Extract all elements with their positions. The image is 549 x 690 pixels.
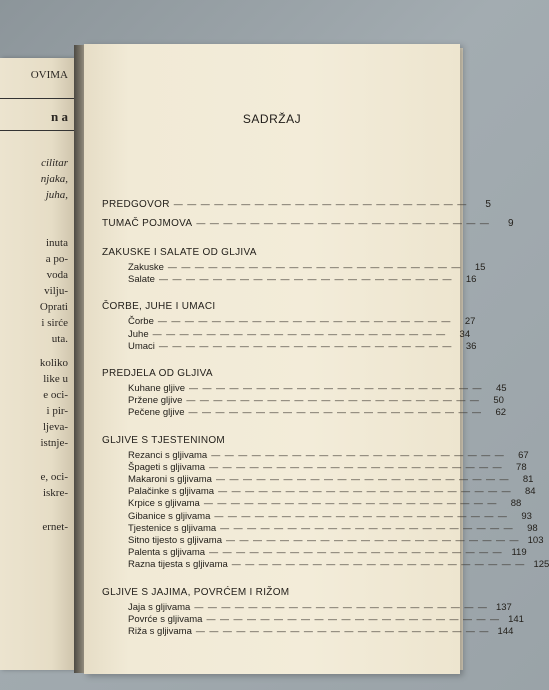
toc-page-number: 15: [474, 262, 486, 273]
toc-page-number: 88: [510, 498, 522, 510]
toc-entry-title: Razna tijesta s gljivama: [128, 559, 228, 571]
toc-page-number: 98: [527, 522, 538, 534]
left-page-text-fragment: vilju-: [44, 285, 68, 297]
toc-entry: [128, 340, 477, 352]
toc-dot-leader: — — — — — — — — — — — — — — — — — — — — — —: [152, 328, 447, 339]
toc-page: [84, 44, 549, 674]
toc-entry: [128, 559, 549, 571]
toc-entry: [128, 498, 522, 510]
left-page-text-fragment: OVIMA: [30, 69, 68, 81]
left-page-text-fragment: voda: [46, 269, 68, 281]
toc-dot-leader: — — — — — — — — — — — — — — — — — — — — — —: [211, 449, 505, 460]
toc-dot-leader: — — — — — — — — — — — — — — — — — — — — — —: [209, 547, 503, 558]
left-page-text-fragment: like u: [43, 373, 68, 385]
toc-dot-leader: — — — — — — — — — — — — — — — — — — — — — —: [231, 559, 526, 570]
toc-entry: [128, 474, 534, 485]
toc-entry-title: Pečene gljive: [128, 407, 185, 419]
toc-dot-leader: — — — — — — — — — — — — — — — — — — — — — —: [195, 626, 490, 636]
toc-page-number: 67: [518, 449, 529, 461]
toc-title: SADRŽAJ: [242, 112, 302, 126]
toc-section-heading: ZAKUSKE I SALATE OD GLJIVA: [102, 247, 257, 258]
toc-dot-leader: — — — — — — — — — — — — — — — — — — — — — —: [158, 274, 453, 285]
toc-dot-leader: — — — — — — — — — — — — — — — — — — — — — —: [209, 461, 503, 472]
toc-page-number: 103: [527, 535, 544, 546]
toc-entry: [128, 328, 471, 340]
toc-dot-leader: — — — — — — — — — — — — — — — — — — — — — —: [158, 340, 453, 351]
toc-entry: [128, 461, 527, 473]
toc-entry-title: Umaci: [128, 340, 155, 352]
toc-page-number: 34: [459, 328, 471, 340]
toc-page-number: 137: [495, 601, 512, 613]
toc-entry: [128, 316, 476, 328]
toc-section-heading: GLJIVE S JAJIMA, POVRĆEM I RIŽOM: [102, 586, 290, 598]
toc-entry-title: Povrće s gljivama: [128, 613, 203, 625]
toc-dot-leader: — — — — — — — — — — — — — — — — — — — — — —: [225, 535, 520, 545]
toc-entry-title: Gibanice s gljivama: [128, 510, 211, 522]
toc-dot-leader: — — — — — — — — — — — — — — — — — — — — — —: [157, 316, 452, 327]
toc-entry: [128, 383, 507, 394]
toc-entry-title: PREDGOVOR: [102, 199, 170, 210]
left-page-text-fragment: e, oci-: [40, 471, 68, 483]
toc-entry-title: Juhe: [128, 328, 149, 340]
toc-entry: [128, 626, 514, 637]
toc-dot-leader: — — — — — — — — — — — — — — — — — — — — — —: [215, 474, 510, 484]
toc-entry: [128, 395, 504, 407]
toc-page-number: 93: [521, 510, 532, 522]
toc-entry: [102, 199, 492, 210]
toc-entry-title: Krpice s gljivama: [128, 498, 200, 510]
toc-entry: [128, 449, 529, 461]
left-page-text-fragment: istnje-: [40, 437, 68, 449]
left-page-text-fragment: a po-: [45, 253, 68, 265]
toc-entry-title: Palačinke s gljivama: [128, 486, 215, 498]
toc-page-number: 16: [465, 274, 477, 286]
toc-entry-title: Kuhane gljive: [128, 383, 186, 394]
toc-section-heading: PREDJELA OD GLJIVA: [102, 368, 213, 379]
toc-entry: [128, 407, 507, 419]
left-page-text-fragment: uta.: [51, 333, 68, 345]
toc-dot-leader: — — — — — — — — — — — — — — — — — — — — — —: [203, 498, 498, 509]
toc-dot-leader: — — — — — — — — — — — — — — — — — — — — — —: [189, 383, 483, 393]
left-page-text-fragment: inuta: [46, 237, 68, 249]
toc-entry-title: Rezanci s gljivama: [128, 449, 208, 461]
toc-entry-title: Čorbe: [128, 316, 154, 328]
toc-entry: [128, 274, 477, 286]
toc-page-number: 5: [485, 199, 492, 210]
left-page-rule-top: [0, 98, 74, 99]
toc-section-heading: ČORBE, JUHE I UMACI: [102, 301, 216, 313]
toc-dot-leader: — — — — — — — — — — — — — — — — — — — — — —: [186, 395, 480, 406]
toc-dot-leader: — — — — — — — — — — — — — — — — — — — — — —: [196, 218, 490, 228]
toc-dot-leader: — — — — — — — — — — — — — — — — — — — — — —: [194, 601, 488, 612]
toc-entry: [128, 522, 538, 534]
toc-page-number: 119: [511, 547, 527, 559]
left-page-text-fragment: njaka,: [40, 173, 68, 185]
left-page-text-fragment: iskre-: [42, 487, 68, 499]
toc-dot-leader: — — — — — — — — — — — — — — — — — — — — — —: [188, 407, 483, 418]
toc-entry: [128, 547, 527, 559]
toc-page-number: 36: [465, 340, 477, 352]
left-page: [0, 58, 74, 670]
toc-entry-title: Pržene gljive: [128, 395, 183, 407]
toc-entry-title: Tjestenice s gljivama: [128, 522, 217, 534]
toc-entry-title: Riža s gljivama: [128, 626, 192, 637]
toc-entry-title: Zakuske: [128, 262, 164, 273]
toc-page-number: 84: [525, 486, 536, 498]
toc-entry-title: Špageti s gljivama: [128, 461, 206, 473]
toc-entry-title: Palenta s gljivama: [128, 547, 206, 559]
left-page-text-fragment: ernet-: [42, 521, 68, 533]
toc-dot-leader: — — — — — — — — — — — — — — — — — — — — — —: [220, 522, 514, 533]
left-page-text-fragment: koliko: [39, 357, 68, 369]
left-page-text-fragment: n a: [51, 109, 68, 124]
left-page-text-fragment: juha,: [45, 189, 68, 201]
left-page-text-fragment: Oprati: [39, 301, 68, 313]
toc-dot-leader: — — — — — — — — — — — — — — — — — — — — — —: [173, 199, 468, 209]
left-page-text-fragment: ljeva-: [42, 421, 68, 433]
toc-entry-title: Jaja s gljivama: [128, 601, 191, 613]
toc-page-number: 50: [493, 395, 504, 407]
toc-page-number: 81: [522, 474, 534, 485]
toc-entry-title: Makaroni s gljivama: [128, 474, 212, 485]
toc-entry: [128, 262, 486, 273]
toc-dot-leader: — — — — — — — — — — — — — — — — — — — — — —: [214, 510, 508, 521]
toc-page-number: 144: [497, 626, 514, 637]
toc-page-number: 78: [516, 461, 527, 473]
left-page-text-fragment: e oci-: [43, 389, 68, 401]
toc-page-number: 9: [508, 218, 514, 229]
toc-entry: [128, 535, 544, 546]
toc-page-number: 141: [508, 613, 524, 625]
toc-dot-leader: — — — — — — — — — — — — — — — — — — — — — —: [206, 613, 500, 624]
toc-entry: [128, 510, 532, 522]
toc-entry-title: Salate: [128, 274, 155, 286]
left-page-text-fragment: cilitar: [41, 157, 68, 169]
toc-entry: [102, 218, 514, 229]
toc-entry-title: Sitno tijesto s gljivama: [128, 535, 222, 546]
toc-entry: [128, 601, 512, 613]
toc-entry-title: TUMAČ POJMOVA: [102, 218, 193, 229]
left-page-rule-bottom: [0, 130, 74, 131]
toc-page-number: 62: [495, 407, 507, 419]
toc-entry: [128, 613, 524, 625]
toc-section-heading: GLJIVE S TJESTENINOM: [102, 434, 226, 446]
toc-dot-leader: — — — — — — — — — — — — — — — — — — — — — —: [167, 262, 462, 272]
toc-dot-leader: — — — — — — — — — — — — — — — — — — — — — —: [218, 486, 512, 497]
toc-page-number: 125: [533, 559, 549, 571]
left-page-text-fragment: i sirće: [41, 317, 68, 329]
toc-entry: [128, 486, 536, 498]
toc-page-number: 27: [464, 316, 476, 328]
left-page-text-fragment: i pir-: [46, 405, 68, 417]
toc-page-number: 45: [495, 383, 507, 394]
